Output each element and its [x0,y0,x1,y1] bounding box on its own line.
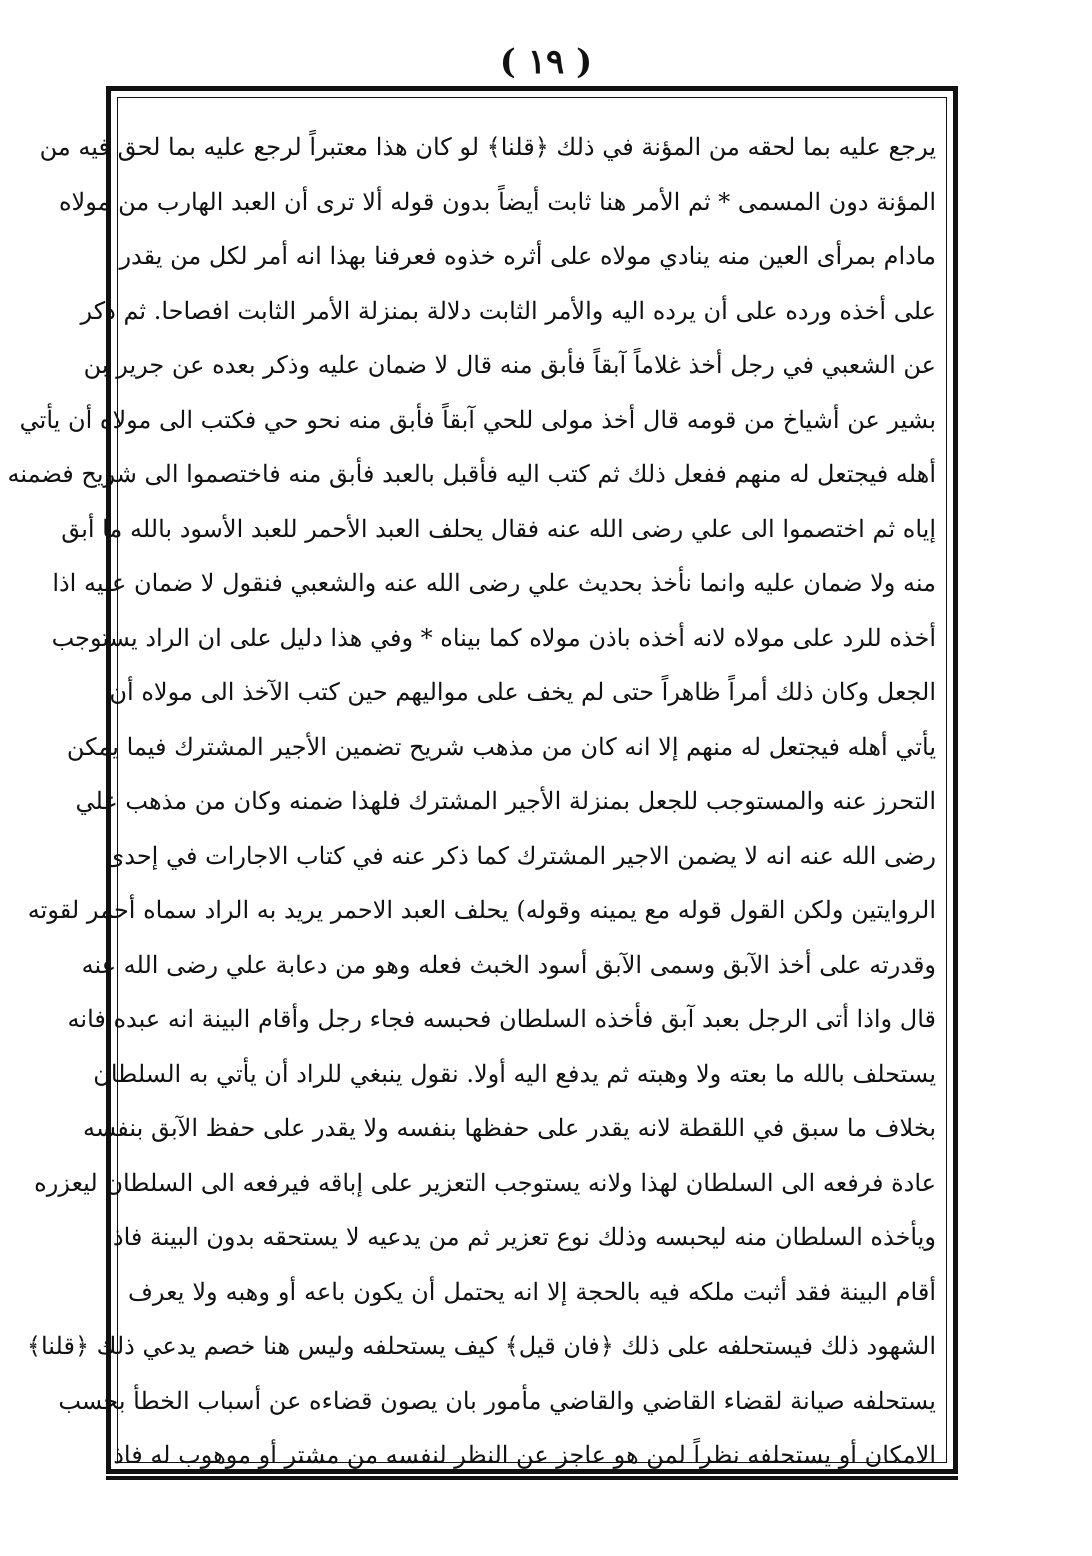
text-line: الامكان أو يستحلفه نظراً لمن هو عاجز عن النظر لنفسه من مشتر أو موهوب له فاذا [106,1441,936,1469]
text-line: عن الشعبي في رجل أخذ غلاماً آبقاً فأبق منه قال لا ضمان عليه وذكر بعده عن جرير بن [83,351,936,379]
text-line: يستحلفه صيانة لقضاء القاضي والقاضي مأمور بان يصون قضاءه عن أسباب الخطأ بحسب [58,1386,936,1415]
text-line: الجعل وكان ذلك أمراً ظاهراً حتى لم يخف على مواليهم حين كتب الآخذ الى مولاه أن [109,678,936,706]
text-line: يأتي أهله فيجتعل له منهم إلا انه كان من مذهب شريح تضمين الأجير المشترك فيما يمكن [66,732,936,761]
text-line: يرجع عليه بما لحقه من المؤنة في ذلك ﴿قلنا﴾ لو كان هذا معتبراً لرجع عليه بما لحق فيه من [39,133,936,161]
text-line: بشير عن أشياخ من قومه قال أخذ مولى للحي آبقاً فأبق منه نحو حي فكتب الى مولاه أن يأتي [19,405,936,434]
text-line: وقدرته على أخذ الآبق وسمى الآبق أسود الخبث فعله وهو من دعابة علي رضى الله عنه [81,950,936,979]
text-line: عادة فرفعه الى السلطان لهذا ولانه يستوجب التعزير على إباقه فيرفعه الى السلطان ليعزره [34,1168,936,1197]
text-line: قال واذا أتى الرجل بعبد آبق فأخذه السلطان فحبسه فجاء رجل وأقام البينة انه عبده فانه [67,1005,936,1033]
text-line: مادام بمرأى العين منه ينادي مولاه على أثره خذوه فعرفنا بهذا انه أمر لكل من يقدر [119,242,936,270]
text-line: أقام البينة فقد أثبت ملكه فيه بالحجة إلا انه يحتمل أن يكون باعه أو وهبه ولا يعرف [128,1277,936,1306]
text-line: منه ولا ضمان عليه وانما نأخذ بحديث علي رضى الله عنه والشعبي فنقول لا ضمان عليه اذا [52,569,936,597]
body-text [7,120,936,1483]
text-line: بخلاف ما سبق في اللقطة لانه يقدر على حفظها بنفسه ولا يقدر على حفظ الآبق بنفسه [82,1114,936,1142]
text-line: أهله فيجتعل له منهم ففعل ذلك ثم كتب اليه فأقبل بالعبد فأبق منه فاختصموا الى شريح فضمنه [7,460,936,488]
text-line: أخذه للرد على مولاه لانه أخذه باذن مولاه كما بيناه * وفي هذا دليل على ان الراد يستوجب [51,623,936,652]
text-line: على أخذه ورده على أن يرده اليه والأمر الثابت دلالة بمنزلة الأمر الثابت افصاحا. ثم ذكر [80,296,936,325]
text-line: رضى الله عنه انه لا يضمن الاجير المشترك كما ذكر عنه في كتاب الاجارات في إحدى [105,841,936,870]
text-line: الروايتين ولكن القول قوله مع يمينه وقوله) يحلف العبد الاحمر يريد به الراد سماه أحمر لقوته [27,896,936,924]
page-number: ( ١٩ ) [499,42,593,82]
text-line: التحرز عنه والمستوجب للجعل بمنزلة الأجير المشترك فلهذا ضمنه وكان من مذهب علي [75,787,936,815]
text-line: المؤنة دون المسمى * ثم الأمر هنا ثابت أيضاً بدون قوله ألا ترى أن العبد الهارب من مولاه [58,187,936,216]
text-line: الشهود ذلك فيستحلفه على ذلك ﴿فان قيل﴾ كيف يستحلفه وليس هنا خصم يدعي ذلك ﴿قلنا﴾ [26,1332,936,1360]
text-line: ويأخذه السلطان منه ليحبسه وذلك نوع تعزير ثم من يدعيه لا يستحقه بدون البينة فاذا [106,1223,936,1251]
text-line: إياه ثم اختصموا الى علي رضى الله عنه فقال يحلف العبد الأحمر للعبد الأسود بالله ما أبق [61,514,936,543]
text-line: يستحلف بالله ما بعته ولا وهبته ثم يدفع اليه أولا. نقول ينبغي للراد أن يأتي به السلطان [93,1059,936,1088]
